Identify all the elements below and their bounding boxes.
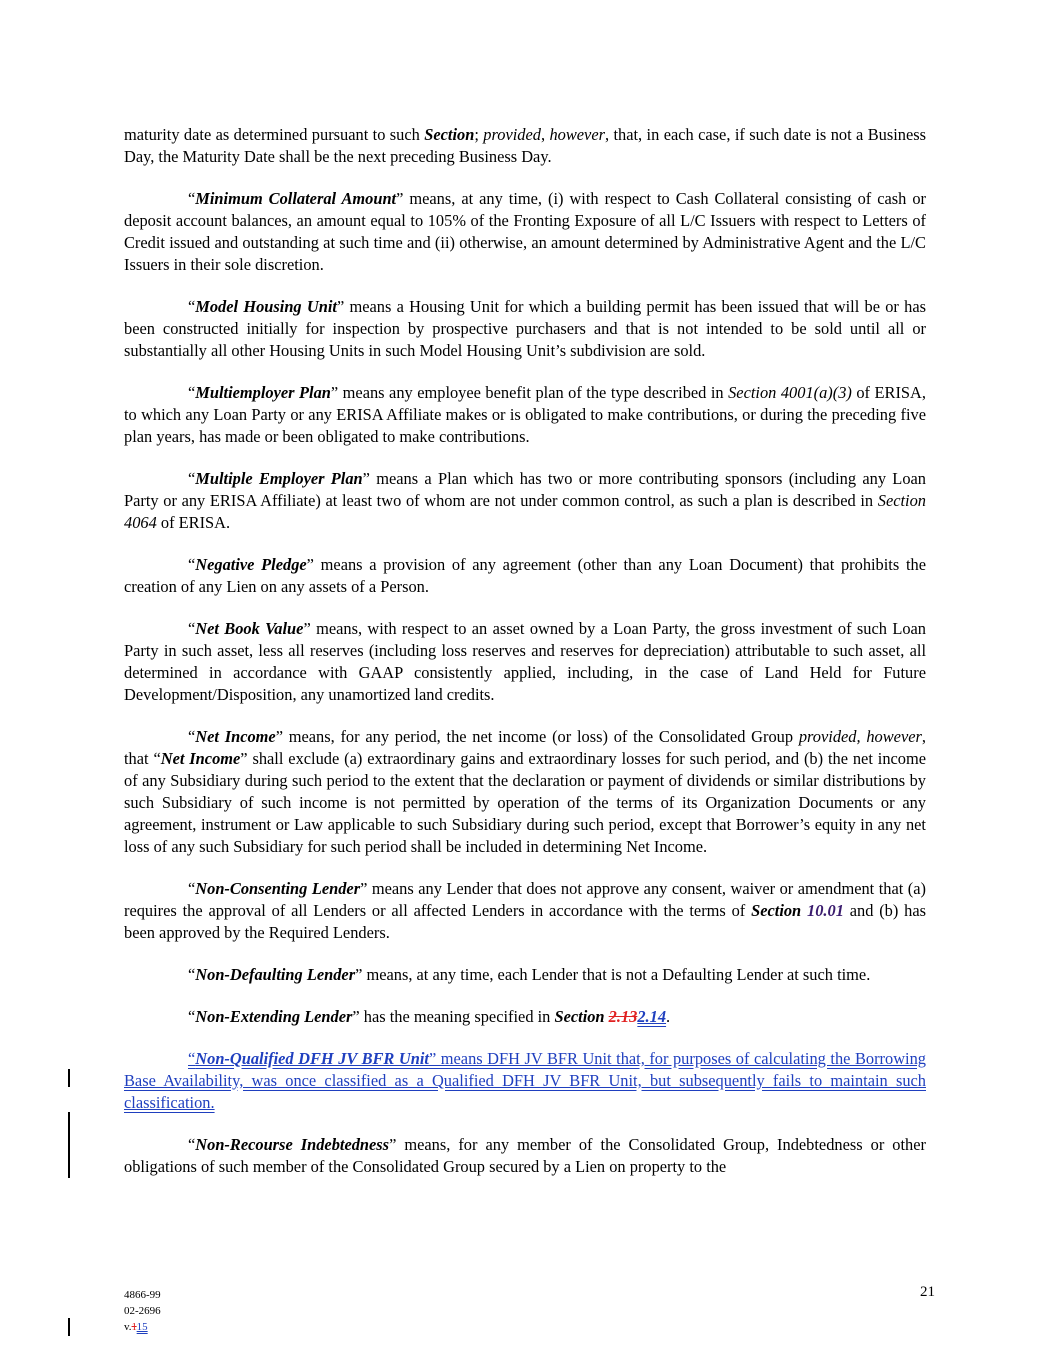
change-bar (68, 1318, 70, 1336)
defined-term: Minimum Collateral Amount (195, 189, 397, 208)
deleted-section-number: 2.13 (608, 1007, 638, 1026)
defined-term: Model Housing Unit (195, 297, 337, 316)
defined-term: Non-Extending Lender (195, 1007, 353, 1026)
defined-term: Multiple Employer Plan (195, 469, 363, 488)
defined-term: Non-Defaulting Lender (195, 965, 356, 984)
defined-term: Non-Recourse Indebtedness (195, 1135, 390, 1154)
definition-multiemployer-plan: “Multiemployer Plan” means any employee benefit plan of the type described in Section 4001(a)(3) of ERISA, to which any Loan Party or any ERISA Affiliate makes or is obligated to make contributions, or during the preceding five plan years, has made or been obligated to make contributions. (124, 383, 926, 446)
definition-non-consenting-lender: “Non-Consenting Lender” means any Lender that does not approve any consent, waiver or amendment that (a) requires the approval of all Lenders or all affected Lenders in accordance with the terms of Section 10.01 and (b) has been approved by the Required Lenders. (124, 879, 926, 942)
defined-term: Net Book Value (195, 619, 304, 638)
definition-model-housing-unit: “Model Housing Unit” means a Housing Unit for which a building permit has been issued that will be or has been constructed initially for inspection by prospective purchasers and that is not intended to be sold until all or substantially all other Housing Units in such Model Housing Unit’s subdivision are sold. (124, 297, 926, 360)
change-bar (68, 1069, 70, 1087)
section-reference-link[interactable]: 10.01 (807, 901, 844, 920)
inserted-section-number: 2.14 (637, 1007, 667, 1026)
definition-non-defaulting-lender: “Non-Defaulting Lender” means, at any time, each Lender that is not a Defaulting Lender at such time. (188, 965, 871, 984)
document-footer-id: 4866-99 02-2696 v.115 (124, 1289, 161, 1333)
change-bar (68, 1112, 70, 1178)
paragraph-maturity-date: maturity date as determined pursuant to such Section; provided, however, that, in each case, if such date is not a Business Day, the Maturity Date shall be the next preceding Business Day. (124, 125, 926, 166)
defined-term: Non-Consenting Lender (195, 879, 361, 898)
definition-non-extending-lender: “Non-Extending Lender” has the meaning specified in Section 2.132.14. (188, 1007, 671, 1026)
page-number: 21 (920, 1284, 935, 1300)
defined-term: Non-Qualified DFH JV BFR Unit (195, 1049, 429, 1068)
definition-net-book-value: “Net Book Value” means, with respect to an asset owned by a Loan Party, the gross investment of such Loan Party in such asset, less all reserves (including loss reserves and reserves for depreciation) attributable to such asset, all determined in accordance with GAAP consistently applied, including, in the case of Land Held for Future Development/Disposition, any unamortized land credits. (124, 619, 926, 704)
defined-term: Net Income (195, 727, 276, 746)
definition-non-recourse-indebtedness: “Non-Recourse Indebtedness” means, for any member of the Consolidated Group, Indebtedness or other obligations of such member of the Consolidated Group secured by a Lien on property to the (124, 1135, 926, 1176)
definition-multiple-employer-plan: “Multiple Employer Plan” means a Plan which has two or more contributing sponsors (including any Loan Party or any ERISA Affiliate) at least two of whom are not under common control, as such a plan is described in Section 4064 of ERISA. (124, 469, 926, 532)
definition-net-income: “Net Income” means, for any period, the net income (or loss) of the Consolidated Group provided, however, that “Net Income” shall exclude (a) extraordinary gains and extraordinary losses for such period, and (b) the net income of any Subsidiary during such period to the extent that the declaration or payment of dividends or similar distributions by such Subsidiary of such income is not permitted by operation of the terms of its Organization Documents or any agreement, instrument or Law applicable to such Subsidiary during such period, except that Borrower’s equity in any net loss of any such Subsidiary for such period shall be included in determining Net Income. (124, 727, 927, 856)
definition-minimum-collateral-amount: “Minimum Collateral Amount” means, at any time, (i) with respect to Cash Collateral consisting of cash or deposit account balances, an amount equal to 105% of the Fronting Exposure of all L/C Issuers with respect to Letters of Credit issued and outstanding at such time and (ii) otherwise, an amount determined by Administrative Agent and the L/C Issuers in their sole discretion. (124, 189, 926, 274)
defined-term: Multiemployer Plan (195, 383, 331, 402)
defined-term: Negative Pledge (195, 555, 307, 574)
definition-negative-pledge: “Negative Pledge” means a provision of any agreement (other than any Loan Document) that prohibits the creation of any Lien on any assets of a Person. (124, 555, 926, 596)
document-body (124, 124, 926, 1198)
definition-non-qualified-dfh-jv-bfr-unit: “Non-Qualified DFH JV BFR Unit” means DFH JV BFR Unit that, for purposes of calculating the Borrowing Base Availability, was once classified as a Qualified DFH JV BFR Unit, but subsequently fails to maintain such classification. (124, 1049, 926, 1112)
